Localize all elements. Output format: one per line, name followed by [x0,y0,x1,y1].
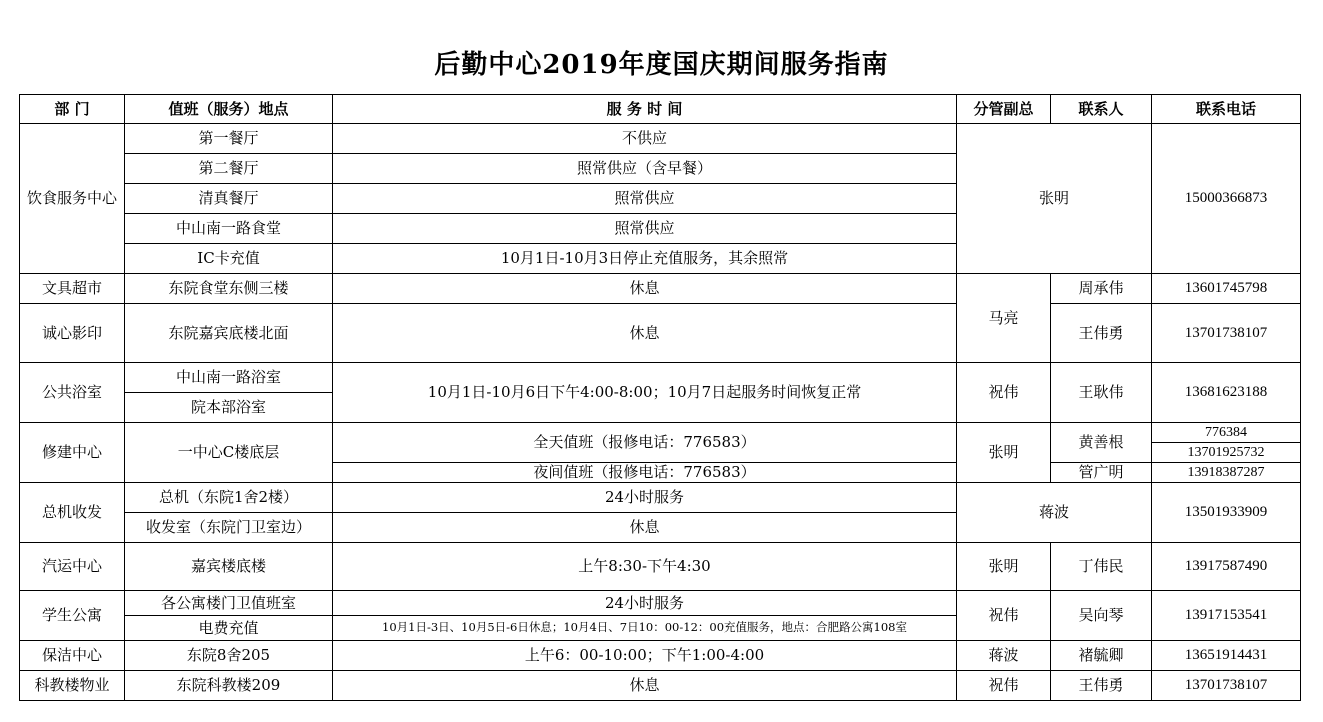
phone-cell: 13917153541 [1152,591,1301,641]
dept-cell: 修建中心 [20,423,125,483]
time-cell: 上午8:30-下午4:30 [333,543,957,591]
time-cell: 全天值班（报修电话：776583） [333,423,957,463]
phone-cell: 13701925732 [1152,443,1301,463]
location-cell: 东院食堂东侧三楼 [125,274,333,304]
table-row [20,274,1301,304]
manager-cell: 张明 [957,423,1051,483]
contact-cell: 周承伟 [1051,274,1152,304]
phone-cell: 13601745798 [1152,274,1301,304]
dept-cell: 饮食服务中心 [20,124,125,274]
table-row [20,304,1301,363]
phone-cell: 13701738107 [1152,304,1301,363]
table-row [20,591,1301,616]
table-row [20,124,1301,154]
manager-cell: 马亮 [957,274,1051,363]
phone-cell: 13918387287 [1152,463,1301,483]
location-cell: 总机（东院1舍2楼） [125,483,333,513]
dept-cell: 文具超市 [20,274,125,304]
time-cell: 休息 [333,671,957,701]
phone-cell: 13681623188 [1152,363,1301,423]
location-cell: 嘉宾楼底楼 [125,543,333,591]
location-cell: IC卡充值 [125,244,333,274]
dept-cell: 保洁中心 [20,641,125,671]
time-cell: 不供应 [333,124,957,154]
time-cell: 休息 [333,274,957,304]
time-cell: 照常供应 [333,214,957,244]
contact-cell: 黄善根 [1051,423,1152,463]
time-cell: 24小时服务 [333,591,957,616]
dept-cell: 学生公寓 [20,591,125,641]
contact-cell: 吴向琴 [1051,591,1152,641]
header-contact: 联系人 [1051,95,1152,124]
location-cell: 清真餐厅 [125,184,333,214]
phone-cell: 13651914431 [1152,641,1301,671]
table-row [20,543,1301,591]
table-row [20,483,1301,513]
dept-cell: 汽运中心 [20,543,125,591]
manager-cell: 祝伟 [957,363,1051,423]
time-cell: 休息 [333,304,957,363]
table-row [20,671,1301,701]
time-cell: 24小时服务 [333,483,957,513]
table-row [20,363,1301,393]
table-row [20,641,1301,671]
manager-cell: 祝伟 [957,591,1051,641]
dept-cell: 公共浴室 [20,363,125,423]
contact-cell: 王伟勇 [1051,304,1152,363]
contact-cell: 王耿伟 [1051,363,1152,423]
time-cell: 休息 [333,513,957,543]
phone-cell: 13701738107 [1152,671,1301,701]
phone-cell: 776384 [1152,423,1301,443]
time-cell: 上午6：00-10:00；下午1:00-4:00 [333,641,957,671]
dept-cell: 科教楼物业 [20,671,125,701]
time-cell: 10月1日-10月3日停止充值服务，其余照常 [333,244,957,274]
location-cell: 电费充值 [125,616,333,641]
contact-cell: 王伟勇 [1051,671,1152,701]
location-cell: 中山南一路食堂 [125,214,333,244]
contact-cell: 管广明 [1051,463,1152,483]
page-title: 后勤中心2019年度国庆期间服务指南 [434,50,889,80]
phone-cell: 15000366873 [1152,124,1301,274]
service-guide-table [19,94,1301,701]
location-cell: 一中心C楼底层 [125,423,333,483]
header-manager: 分管副总 [957,95,1051,124]
location-cell: 院本部浴室 [125,393,333,423]
dept-cell: 总机收发 [20,483,125,543]
location-cell: 东院科教楼209 [125,671,333,701]
location-cell: 东院8舍205 [125,641,333,671]
time-cell: 照常供应（含早餐） [333,154,957,184]
manager-cell: 祝伟 [957,671,1051,701]
time-cell: 10月1日-10月6日下午4:00-8:00；10月7日起服务时间恢复正常 [333,363,957,423]
time-cell: 10月1日-3日、10月5日-6日休息；10月4日、7日10：00-12：00充值服务，地点：合肥路公寓108室 [333,616,957,641]
location-cell: 第一餐厅 [125,124,333,154]
table-row [20,423,1301,443]
manager-cell: 蒋波 [957,641,1051,671]
header-time: 服 务 时 间 [333,95,957,124]
manager-cell: 张明 [957,543,1051,591]
manager-contact-cell: 张明 [957,124,1152,274]
phone-cell: 13501933909 [1152,483,1301,543]
header-row [20,95,1301,124]
contact-cell: 褚毓卿 [1051,641,1152,671]
header-dept: 部 门 [20,95,125,124]
phone-cell: 13917587490 [1152,543,1301,591]
dept-cell: 诚心影印 [20,304,125,363]
header-phone: 联系电话 [1152,95,1301,124]
location-cell: 东院嘉宾底楼北面 [125,304,333,363]
location-cell: 收发室（东院门卫室边） [125,513,333,543]
time-cell: 照常供应 [333,184,957,214]
manager-contact-cell: 蒋波 [957,483,1152,543]
location-cell: 各公寓楼门卫值班室 [125,591,333,616]
location-cell: 第二餐厅 [125,154,333,184]
location-cell: 中山南一路浴室 [125,363,333,393]
time-cell: 夜间值班（报修电话：776583） [333,463,957,483]
header-location: 值班（服务）地点 [125,95,333,124]
contact-cell: 丁伟民 [1051,543,1152,591]
